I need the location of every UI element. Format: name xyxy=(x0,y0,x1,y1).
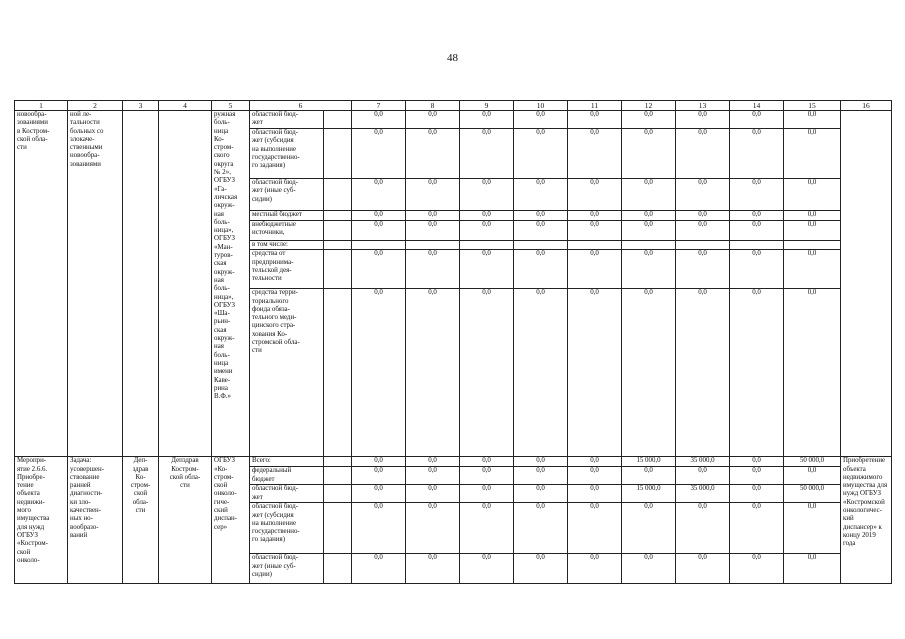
value-cell: 0,0 xyxy=(352,111,406,129)
value-cell: 0,0 xyxy=(406,554,460,584)
header-cell: 13 xyxy=(676,101,730,111)
spacer-cell xyxy=(324,179,352,211)
value-cell: 0,0 xyxy=(460,457,514,467)
value-cell: 0,0 xyxy=(784,111,841,129)
header-cell: 5 xyxy=(212,101,250,111)
value-cell xyxy=(460,241,514,250)
value-cell: 0,0 xyxy=(676,179,730,211)
value-cell: 0,0 xyxy=(352,250,406,289)
header-cell: 1 xyxy=(15,101,68,111)
funding-source-label: областной бюд- жет (иные суб- сидии) xyxy=(250,554,324,584)
value-cell: 0,0 xyxy=(514,485,568,503)
spacer-cell xyxy=(324,289,352,457)
value-cell: 0,0 xyxy=(352,179,406,211)
header-cell: 4 xyxy=(159,101,212,111)
funding-source-label: средства от предпринима- тельской дея- тельности xyxy=(250,250,324,289)
value-cell: 0,0 xyxy=(676,289,730,457)
value-cell: 0,0 xyxy=(730,485,784,503)
value-cell: 0,0 xyxy=(568,457,622,467)
funding-source-label: Всего: xyxy=(250,457,324,467)
value-cell: 0,0 xyxy=(784,221,841,241)
value-cell: 0,0 xyxy=(568,179,622,211)
value-cell: 0,0 xyxy=(568,221,622,241)
value-cell xyxy=(568,241,622,250)
table-row xyxy=(15,457,892,467)
spacer-cell xyxy=(324,211,352,221)
value-cell: 35 000,0 xyxy=(676,457,730,467)
header-cell: 15 xyxy=(784,101,841,111)
value-cell: 0,0 xyxy=(460,179,514,211)
value-cell: 0,0 xyxy=(406,457,460,467)
header-cell: 14 xyxy=(730,101,784,111)
value-cell: 0,0 xyxy=(730,289,784,457)
spacer-cell xyxy=(324,241,352,250)
value-cell: 0,0 xyxy=(730,129,784,179)
value-cell xyxy=(730,241,784,250)
value-cell: 0,0 xyxy=(730,503,784,554)
value-cell: 0,0 xyxy=(730,250,784,289)
header-cell: 11 xyxy=(568,101,622,111)
value-cell: 0,0 xyxy=(352,211,406,221)
value-cell xyxy=(406,241,460,250)
value-cell: 0,0 xyxy=(622,179,676,211)
value-cell: 0,0 xyxy=(514,129,568,179)
value-cell xyxy=(622,241,676,250)
value-cell: 0,0 xyxy=(784,289,841,457)
funding-source-label: областной бюд- жет xyxy=(250,111,324,129)
spacer-cell xyxy=(324,485,352,503)
value-cell: 0,0 xyxy=(352,554,406,584)
value-cell: 0,0 xyxy=(676,211,730,221)
value-cell: 0,0 xyxy=(784,179,841,211)
value-cell: 0,0 xyxy=(514,179,568,211)
value-cell: 35 000,0 xyxy=(676,485,730,503)
value-cell: 0,0 xyxy=(460,250,514,289)
executor-cell: ОГБУЗ «Ко- стром- ской онколо- гиче- ский диспан- сер» xyxy=(212,457,250,584)
value-cell: 0,0 xyxy=(730,467,784,485)
value-cell: 0,0 xyxy=(622,503,676,554)
value-cell: 0,0 xyxy=(784,467,841,485)
value-cell: 50 000,0 xyxy=(784,485,841,503)
value-cell: 0,0 xyxy=(676,129,730,179)
spacer-cell xyxy=(324,129,352,179)
value-cell: 0,0 xyxy=(622,289,676,457)
value-cell: 0,0 xyxy=(460,211,514,221)
value-cell: 0,0 xyxy=(406,485,460,503)
coordinator-cell: Деп- здрав Ко- стром- ской обла- сти xyxy=(123,457,159,584)
value-cell: 0,0 xyxy=(406,179,460,211)
value-cell: 0,0 xyxy=(514,457,568,467)
value-cell: 0,0 xyxy=(622,554,676,584)
value-cell: 0,0 xyxy=(730,554,784,584)
value-cell: 0,0 xyxy=(352,221,406,241)
value-cell: 0,0 xyxy=(406,467,460,485)
header-cell: 2 xyxy=(68,101,123,111)
value-cell: 0,0 xyxy=(460,554,514,584)
funding-source-label: местный бюджет xyxy=(250,211,324,221)
value-cell: 0,0 xyxy=(730,221,784,241)
value-cell: 0,0 xyxy=(568,289,622,457)
customer-cell xyxy=(159,111,212,457)
value-cell: 0,0 xyxy=(406,221,460,241)
value-cell: 0,0 xyxy=(784,250,841,289)
value-cell: 0,0 xyxy=(406,503,460,554)
header-cell: 10 xyxy=(514,101,568,111)
value-cell: 0,0 xyxy=(676,111,730,129)
value-cell: 0,0 xyxy=(406,250,460,289)
table-row xyxy=(15,111,892,129)
value-cell: 0,0 xyxy=(676,250,730,289)
value-cell: 0,0 xyxy=(676,554,730,584)
value-cell: 0,0 xyxy=(460,467,514,485)
value-cell: 0,0 xyxy=(568,211,622,221)
value-cell: 0,0 xyxy=(514,503,568,554)
value-cell: 15 000,0 xyxy=(622,457,676,467)
value-cell: 0,0 xyxy=(514,211,568,221)
spacer-cell xyxy=(324,503,352,554)
task-cell: ной ле- тальности больных со злокаче- ственными новообра- зованиями xyxy=(68,111,123,457)
value-cell: 0,0 xyxy=(622,111,676,129)
value-cell: 0,0 xyxy=(730,211,784,221)
value-cell: 0,0 xyxy=(568,129,622,179)
value-cell: 0,0 xyxy=(352,467,406,485)
value-cell: 0,0 xyxy=(406,211,460,221)
page-number: 48 xyxy=(447,52,458,64)
funding-source-label: областной бюд- жет (субсидия на выполнение государственно- го задания) xyxy=(250,129,324,179)
value-cell: 0,0 xyxy=(352,457,406,467)
value-cell: 0,0 xyxy=(568,554,622,584)
value-cell: 0,0 xyxy=(622,211,676,221)
funding-source-label: областной бюд- жет (иные суб- сидии) xyxy=(250,179,324,211)
value-cell: 0,0 xyxy=(460,221,514,241)
spacer-cell xyxy=(324,221,352,241)
value-cell: 0,0 xyxy=(460,129,514,179)
spacer-cell xyxy=(324,467,352,485)
value-cell: 0,0 xyxy=(514,111,568,129)
value-cell: 0,0 xyxy=(568,503,622,554)
result-cell: Приобретение объекта недвижимого имущества для нужд ОГБУЗ «Костромской онкологичес- кий диспансер» к концу 2019 года xyxy=(841,457,892,584)
value-cell: 0,0 xyxy=(676,503,730,554)
value-cell xyxy=(676,241,730,250)
value-cell: 0,0 xyxy=(406,129,460,179)
value-cell xyxy=(352,241,406,250)
value-cell: 0,0 xyxy=(784,129,841,179)
value-cell: 0,0 xyxy=(622,250,676,289)
spacer-cell xyxy=(324,554,352,584)
value-cell: 0,0 xyxy=(460,503,514,554)
value-cell: 0,0 xyxy=(514,250,568,289)
value-cell: 0,0 xyxy=(622,467,676,485)
value-cell: 0,0 xyxy=(406,111,460,129)
funding-source-label: областной бюд- жет (субсидия на выполнение государственно- го задания) xyxy=(250,503,324,554)
value-cell: 0,0 xyxy=(514,467,568,485)
event-name-cell: новообра- зованиями в Костром- ской обла- сти xyxy=(15,111,68,457)
spacer-cell xyxy=(324,250,352,289)
header-cell: 12 xyxy=(622,101,676,111)
value-cell: 0,0 xyxy=(784,211,841,221)
value-cell: 0,0 xyxy=(460,111,514,129)
header-cell: 6 xyxy=(250,101,352,111)
value-cell: 0,0 xyxy=(730,179,784,211)
value-cell: 0,0 xyxy=(784,554,841,584)
task-cell: Задача: усовершен- ствование ранней диагности- ки зло- качествен- ных но- вообразо- ваний xyxy=(68,457,123,584)
funding-source-label: внебюджетные источники, xyxy=(250,221,324,241)
header-cell: 16 xyxy=(841,101,892,111)
value-cell: 0,0 xyxy=(460,289,514,457)
value-cell: 0,0 xyxy=(514,554,568,584)
value-cell: 0,0 xyxy=(460,485,514,503)
header-cell: 7 xyxy=(352,101,406,111)
value-cell: 0,0 xyxy=(568,111,622,129)
value-cell: 0,0 xyxy=(622,129,676,179)
value-cell: 0,0 xyxy=(406,289,460,457)
header-cell: 9 xyxy=(460,101,514,111)
funding-source-label: средства терри- ториального фонда обяза- тельного меди- цинского стра- хования Ко- стромской обла- сти xyxy=(250,289,324,457)
value-cell: 0,0 xyxy=(622,221,676,241)
value-cell xyxy=(514,241,568,250)
spacer-cell xyxy=(324,111,352,129)
value-cell: 50 000,0 xyxy=(784,457,841,467)
value-cell: 0,0 xyxy=(730,111,784,129)
result-cell xyxy=(841,111,892,457)
value-cell: 0,0 xyxy=(352,503,406,554)
budget-table xyxy=(14,100,892,584)
funding-source-label: в том числе: xyxy=(250,241,324,250)
value-cell: 15 000,0 xyxy=(622,485,676,503)
value-cell: 0,0 xyxy=(352,485,406,503)
value-cell: 0,0 xyxy=(676,467,730,485)
value-cell: 0,0 xyxy=(676,221,730,241)
value-cell: 0,0 xyxy=(352,289,406,457)
funding-source-label: областной бюд- жет xyxy=(250,485,324,503)
value-cell: 0,0 xyxy=(514,221,568,241)
value-cell: 0,0 xyxy=(730,457,784,467)
coordinator-cell xyxy=(123,111,159,457)
customer-cell: Депздрав Костром- ской обла- сти xyxy=(159,457,212,584)
funding-source-label: федеральный бюджет xyxy=(250,467,324,485)
executor-cell: ружная боль- ница Ко- стром- ского округа № 2», ОГБУЗ «Га- личская окруж- ная боль- ница», ОГБУЗ «Ман- туров- ская окруж- ная боль- ница», ОГБУЗ «Ша- рьин- ская окруж- ная боль- ница имени Каве- рина В.Ф.» xyxy=(212,111,250,457)
value-cell xyxy=(784,241,841,250)
spacer-cell xyxy=(324,457,352,467)
value-cell: 0,0 xyxy=(784,503,841,554)
value-cell: 0,0 xyxy=(568,250,622,289)
header-row xyxy=(15,101,892,111)
value-cell: 0,0 xyxy=(568,485,622,503)
value-cell: 0,0 xyxy=(568,467,622,485)
header-cell: 8 xyxy=(406,101,460,111)
value-cell: 0,0 xyxy=(352,129,406,179)
event-name-cell: Меропри- ятие 2.6.6. Приобре- тение объекта недвижи- мого имущества для нужд ОГБУЗ «Костром- ской онколо- xyxy=(15,457,68,584)
value-cell: 0,0 xyxy=(514,289,568,457)
header-cell: 3 xyxy=(123,101,159,111)
